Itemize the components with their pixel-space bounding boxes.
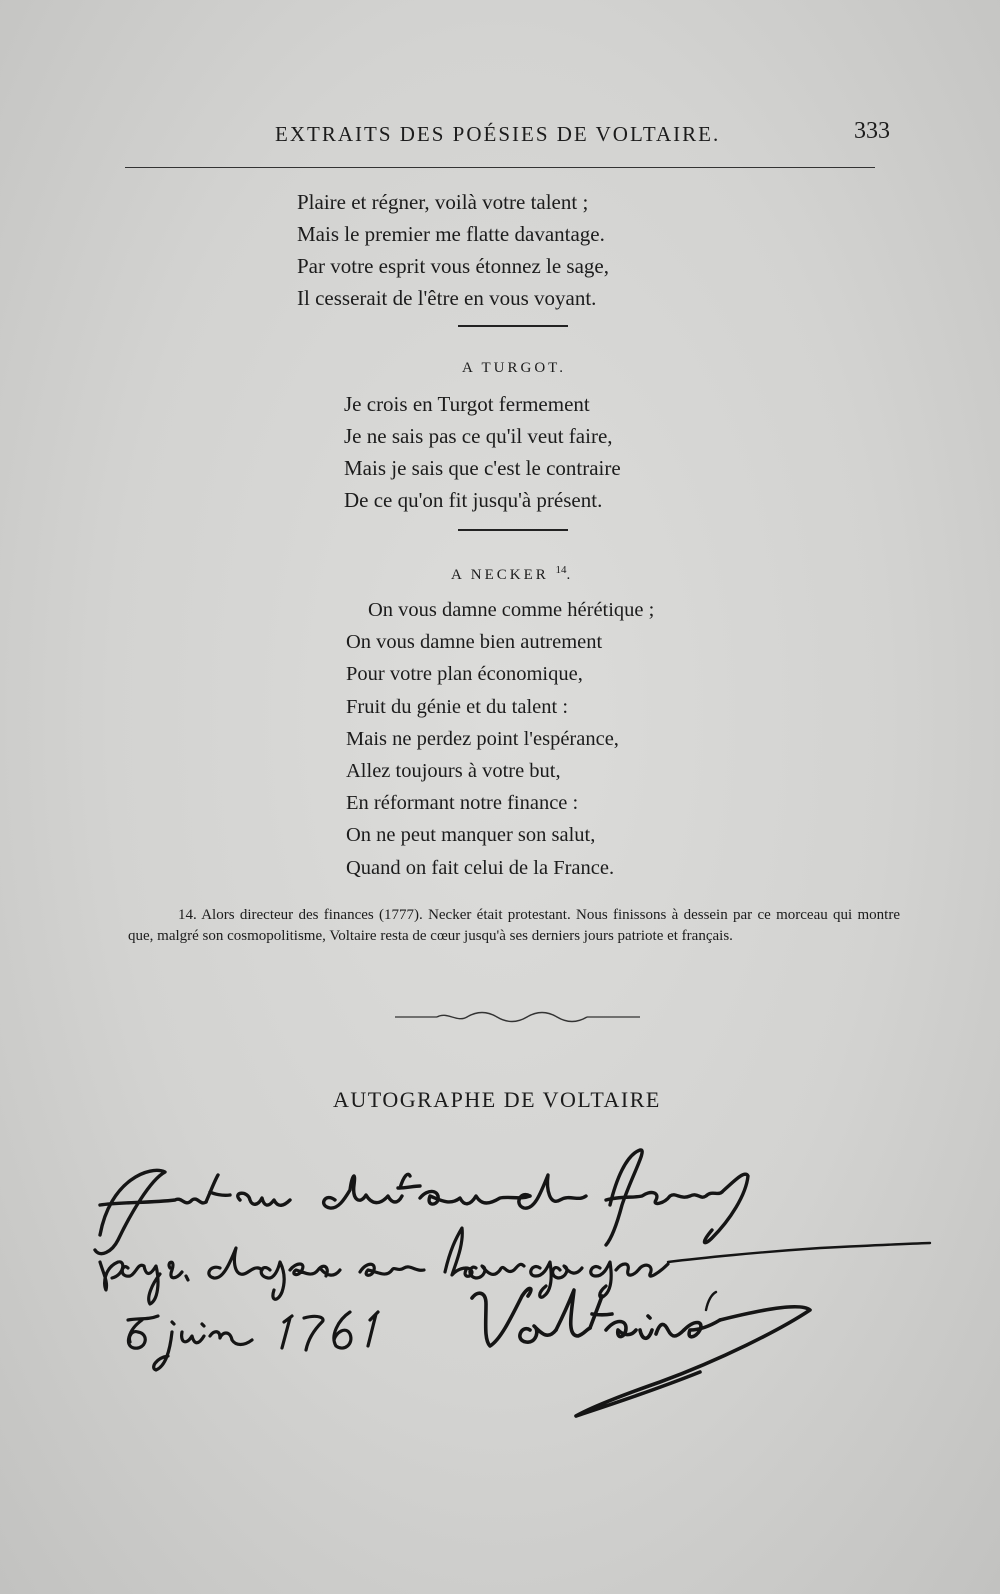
poem-stanza-necker <box>346 594 654 884</box>
verse-line: Je crois en Turgot fermement <box>344 392 590 416</box>
verse-line: Fruit du génie et du talent : <box>346 695 569 718</box>
autograph-title: AUTOGRAPHE DE VOLTAIRE <box>333 1087 661 1112</box>
poem-stanza-1 <box>297 186 609 314</box>
verse-line: Mais le premier me flatte davantage. <box>297 222 605 246</box>
handwriting-line-1 <box>95 1150 748 1254</box>
heading-text: A NECKER <box>451 567 549 583</box>
verse-line: On ne peut manquer son salut, <box>346 824 596 847</box>
verse-line: De ce qu'on fit jusqu'à présent. <box>344 488 603 512</box>
verse-line: Je ne sais pas ce qu'il veut faire, <box>344 424 613 448</box>
section-divider <box>458 325 568 327</box>
verse-line: Pour votre plan économique, <box>346 663 583 686</box>
footnote-reference: 14 <box>555 564 567 576</box>
poem-stanza-turgot <box>344 388 621 516</box>
handwriting-line-4-signature <box>472 1288 810 1416</box>
page-header <box>130 118 890 158</box>
running-title: EXTRAITS DES POÉSIES DE VOLTAIRE. <box>275 122 721 146</box>
ornament-divider <box>395 1010 645 1024</box>
heading-period: . <box>566 567 574 583</box>
verse-line: Mais je sais que c'est le contraire <box>344 456 621 480</box>
verse-line: Quand on fait celui de la France. <box>346 856 615 879</box>
footnote-text: 14. Alors directeur des finances (1777). Necker était protestant. Nous finissons à dessein par ce morceau qui montre que, malgré son cosmopolitisme, Voltaire resta de cœur jusqu'à ses derniers jours patriote et français. <box>128 907 900 944</box>
verse-line: On vous damne comme hérétique ; <box>368 599 655 621</box>
header-rule <box>125 167 875 168</box>
section-divider <box>458 529 568 531</box>
poem-heading-turgot: A TURGOT. <box>462 360 566 376</box>
verse-line: En réformant notre finance : <box>346 792 579 815</box>
page-number: 333 <box>854 118 890 144</box>
footnote <box>128 905 900 947</box>
poem-heading-necker <box>451 564 573 584</box>
handwriting-line-3 <box>128 1312 378 1370</box>
autograph-signature <box>0 1120 1000 1450</box>
verse-line: Allez toujours à votre but, <box>346 760 561 783</box>
verse-line: Plaire et régner, voilà votre talent ; <box>297 190 589 214</box>
verse-line: Par votre esprit vous étonnez le sage, <box>297 254 609 278</box>
verse-line: Mais ne perdez point l'espérance, <box>346 727 619 750</box>
verse-line: Il cesserait de l'être en vous voyant. <box>297 286 597 310</box>
handwriting-line-2 <box>100 1228 930 1304</box>
verse-line: On vous damne bien autrement <box>346 631 603 654</box>
